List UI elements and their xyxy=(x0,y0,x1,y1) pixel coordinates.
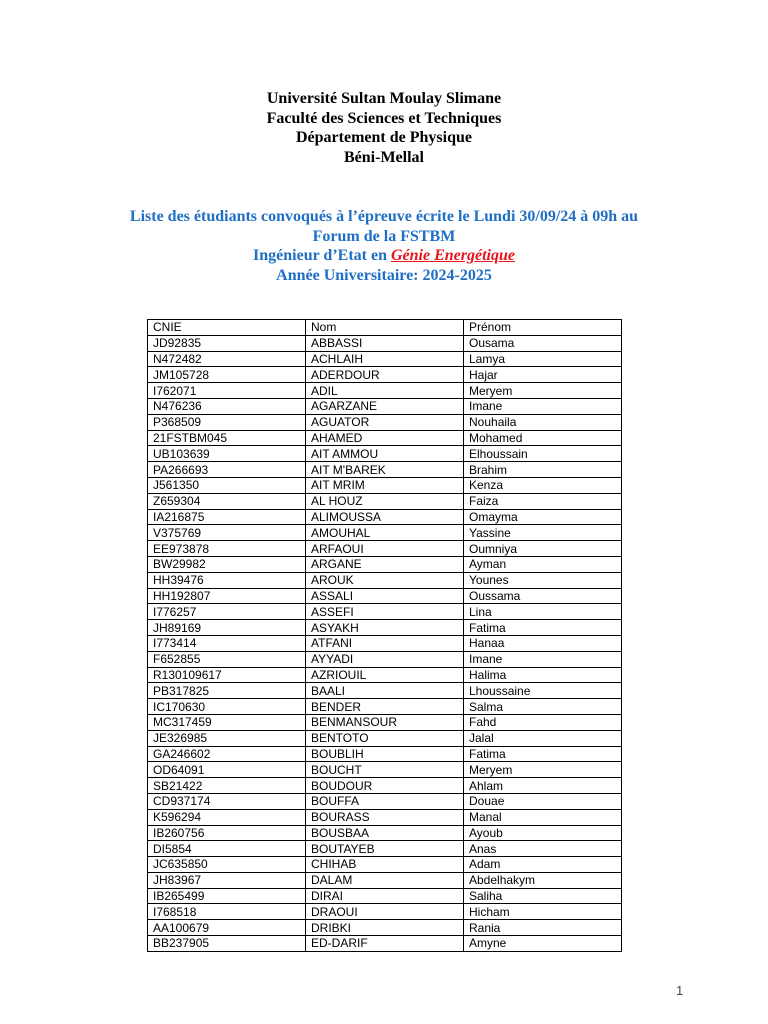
cell-cnie: AA100679 xyxy=(148,920,306,936)
cell-cnie: JE326985 xyxy=(148,730,306,746)
table-row xyxy=(148,351,622,367)
cell-prenom: Amyne xyxy=(464,936,622,952)
cell-prenom: Douae xyxy=(464,793,622,809)
cell-cnie: IA216875 xyxy=(148,509,306,525)
table-row xyxy=(148,683,622,699)
cell-cnie: OD64091 xyxy=(148,762,306,778)
cell-cnie: CD937174 xyxy=(148,793,306,809)
table-row xyxy=(148,446,622,462)
table-row xyxy=(148,604,622,620)
announcement-line-2: Forum de la FSTBM xyxy=(312,227,456,245)
cell-prenom: Lhoussaine xyxy=(464,683,622,699)
cell-nom: AHAMED xyxy=(306,430,464,446)
table-row xyxy=(148,920,622,936)
cell-nom: BOUTAYEB xyxy=(306,841,464,857)
cell-prenom: Hanaa xyxy=(464,635,622,651)
cell-cnie: I762071 xyxy=(148,383,306,399)
table-row xyxy=(148,335,622,351)
cell-cnie: K596294 xyxy=(148,809,306,825)
cell-cnie: JM105728 xyxy=(148,367,306,383)
cell-prenom: Anas xyxy=(464,841,622,857)
cell-nom: BOUBLIH xyxy=(306,746,464,762)
table-row xyxy=(148,462,622,478)
table-row xyxy=(148,383,622,399)
cell-cnie: JD92835 xyxy=(148,335,306,351)
program-prefix: Ingénieur d’Etat en xyxy=(253,247,391,264)
cell-nom: ABBASSI xyxy=(306,335,464,351)
cell-cnie: HH39476 xyxy=(148,572,306,588)
table-row xyxy=(148,398,622,414)
table-row xyxy=(148,430,622,446)
cell-nom: AIT MRIM xyxy=(306,477,464,493)
cell-prenom: Abdelhakym xyxy=(464,872,622,888)
table-row xyxy=(148,667,622,683)
cell-nom: DRIBKI xyxy=(306,920,464,936)
cell-cnie: EE973878 xyxy=(148,541,306,557)
cell-cnie: I768518 xyxy=(148,904,306,920)
table-row xyxy=(148,367,622,383)
cell-cnie: JC635850 xyxy=(148,857,306,873)
cell-prenom: Omayma xyxy=(464,509,622,525)
table-row xyxy=(148,936,622,952)
cell-prenom: Lina xyxy=(464,604,622,620)
cell-prenom: Saliha xyxy=(464,888,622,904)
table-row xyxy=(148,477,622,493)
cell-nom: AGARZANE xyxy=(306,398,464,414)
table-row xyxy=(148,651,622,667)
table-row xyxy=(148,541,622,557)
cell-prenom: Hajar xyxy=(464,367,622,383)
cell-prenom: Ousama xyxy=(464,335,622,351)
cell-prenom: Ahlam xyxy=(464,778,622,794)
cell-cnie: PA266693 xyxy=(148,462,306,478)
cell-cnie: BW29982 xyxy=(148,556,306,572)
cell-cnie: PB317825 xyxy=(148,683,306,699)
table-row xyxy=(148,793,622,809)
cell-prenom: Hicham xyxy=(464,904,622,920)
table-row xyxy=(148,730,622,746)
cell-cnie: IB260756 xyxy=(148,825,306,841)
table-row xyxy=(148,762,622,778)
cell-cnie: SB21422 xyxy=(148,778,306,794)
cell-cnie: N472482 xyxy=(148,351,306,367)
cell-prenom: Salma xyxy=(464,699,622,715)
cell-nom: BOUDOUR xyxy=(306,778,464,794)
cell-prenom: Kenza xyxy=(464,477,622,493)
cell-nom: AROUK xyxy=(306,572,464,588)
table-row xyxy=(148,746,622,762)
cell-nom: AYYADI xyxy=(306,651,464,667)
cell-prenom: Yassine xyxy=(464,525,622,541)
cell-nom: AMOUHAL xyxy=(306,525,464,541)
table-row xyxy=(148,525,622,541)
cell-prenom: Ayoub xyxy=(464,825,622,841)
announcement-line-1: Liste des étudiants convoqués à l’épreuve écrite le Lundi 30/09/24 à 09h au xyxy=(129,208,639,225)
cell-cnie: R130109617 xyxy=(148,667,306,683)
cell-nom: ATFANI xyxy=(306,635,464,651)
table-row xyxy=(148,635,622,651)
table-row xyxy=(148,699,622,715)
cell-nom: BENMANSOUR xyxy=(306,714,464,730)
table-row xyxy=(148,841,622,857)
city-name: Béni-Mellal xyxy=(344,148,424,166)
cell-cnie: P368509 xyxy=(148,414,306,430)
cell-cnie: GA246602 xyxy=(148,746,306,762)
column-header-nom: Nom xyxy=(306,320,464,336)
institution-header xyxy=(0,89,768,167)
program-name: Génie Energétique xyxy=(390,247,515,264)
table-row xyxy=(148,888,622,904)
table-row xyxy=(148,414,622,430)
cell-prenom: Meryem xyxy=(464,762,622,778)
page-number: 1 xyxy=(676,983,684,998)
cell-cnie: I773414 xyxy=(148,635,306,651)
cell-cnie: F652855 xyxy=(148,651,306,667)
cell-prenom: Elhoussain xyxy=(464,446,622,462)
faculty-name: Faculté des Sciences et Techniques xyxy=(266,109,502,127)
cell-prenom: Faiza xyxy=(464,493,622,509)
cell-cnie: IB265499 xyxy=(148,888,306,904)
table-header-row xyxy=(148,320,622,336)
cell-nom: AIT M'BAREK xyxy=(306,462,464,478)
table-row xyxy=(148,809,622,825)
cell-nom: ED-DARIF xyxy=(306,936,464,952)
table-body xyxy=(148,335,622,951)
cell-prenom: Fatima xyxy=(464,746,622,762)
table-row xyxy=(148,572,622,588)
cell-prenom: Lamya xyxy=(464,351,622,367)
column-header-prenom: Prénom xyxy=(464,320,622,336)
table-row xyxy=(148,904,622,920)
cell-prenom: Jalal xyxy=(464,730,622,746)
cell-nom: BENTOTO xyxy=(306,730,464,746)
column-header-cnie: CNIE xyxy=(148,320,306,336)
cell-cnie: V375769 xyxy=(148,525,306,541)
cell-cnie: J561350 xyxy=(148,477,306,493)
cell-prenom: Oussama xyxy=(464,588,622,604)
cell-nom: AZRIOUIL xyxy=(306,667,464,683)
cell-nom: ALIMOUSSA xyxy=(306,509,464,525)
cell-prenom: Ayman xyxy=(464,556,622,572)
cell-cnie: MC317459 xyxy=(148,714,306,730)
cell-nom: AIT AMMOU xyxy=(306,446,464,462)
cell-cnie: 21FSTBM045 xyxy=(148,430,306,446)
cell-nom: ADIL xyxy=(306,383,464,399)
cell-cnie: I776257 xyxy=(148,604,306,620)
table-row xyxy=(148,825,622,841)
cell-prenom: Mohamed xyxy=(464,430,622,446)
cell-nom: ASSEFI xyxy=(306,604,464,620)
cell-nom: BOURASS xyxy=(306,809,464,825)
cell-nom: ARGANE xyxy=(306,556,464,572)
table-row xyxy=(148,509,622,525)
cell-nom: AL HOUZ xyxy=(306,493,464,509)
cell-prenom: Meryem xyxy=(464,383,622,399)
cell-nom: CHIHAB xyxy=(306,857,464,873)
cell-nom: ASYAKH xyxy=(306,620,464,636)
cell-nom: BENDER xyxy=(306,699,464,715)
cell-nom: ASSALI xyxy=(306,588,464,604)
table-row xyxy=(148,493,622,509)
cell-cnie: JH83967 xyxy=(148,872,306,888)
cell-cnie: IC170630 xyxy=(148,699,306,715)
cell-nom: DRAOUI xyxy=(306,904,464,920)
cell-prenom: Halima xyxy=(464,667,622,683)
table-row xyxy=(148,588,622,604)
cell-cnie: DI5854 xyxy=(148,841,306,857)
cell-nom: BOUCHT xyxy=(306,762,464,778)
cell-prenom: Fatima xyxy=(464,620,622,636)
table-row xyxy=(148,556,622,572)
cell-cnie: HH192807 xyxy=(148,588,306,604)
cell-prenom: Adam xyxy=(464,857,622,873)
table-row xyxy=(148,778,622,794)
cell-nom: ARFAOUI xyxy=(306,541,464,557)
table-row xyxy=(148,872,622,888)
cell-prenom: Rania xyxy=(464,920,622,936)
table-row xyxy=(148,857,622,873)
cell-nom: BOUFFA xyxy=(306,793,464,809)
cell-nom: ACHLAIH xyxy=(306,351,464,367)
cell-prenom: Nouhaila xyxy=(464,414,622,430)
table-row xyxy=(148,620,622,636)
cell-cnie: Z659304 xyxy=(148,493,306,509)
academic-year: Année Universitaire: 2024-2025 xyxy=(276,266,492,284)
cell-nom: DIRAI xyxy=(306,888,464,904)
department-name: Département de Physique xyxy=(296,129,472,146)
cell-prenom: Brahim xyxy=(464,462,622,478)
cell-nom: AGUATOR xyxy=(306,414,464,430)
table-row xyxy=(148,714,622,730)
cell-prenom: Imane xyxy=(464,651,622,667)
cell-cnie: N476236 xyxy=(148,398,306,414)
cell-nom: ADERDOUR xyxy=(306,367,464,383)
cell-cnie: BB237905 xyxy=(148,936,306,952)
university-name: Université Sultan Moulay Slimane xyxy=(266,90,502,107)
cell-nom: DALAM xyxy=(306,872,464,888)
cell-prenom: Imane xyxy=(464,398,622,414)
students-table xyxy=(147,319,622,952)
cell-cnie: JH89169 xyxy=(148,620,306,636)
cell-nom: BAALI xyxy=(306,683,464,699)
cell-nom: BOUSBAA xyxy=(306,825,464,841)
cell-prenom: Manal xyxy=(464,809,622,825)
cell-prenom: Oumniya xyxy=(464,541,622,557)
cell-prenom: Younes xyxy=(464,572,622,588)
cell-cnie: UB103639 xyxy=(148,446,306,462)
announcement-line-3 xyxy=(0,246,768,266)
announcement xyxy=(0,207,768,285)
cell-prenom: Fahd xyxy=(464,714,622,730)
